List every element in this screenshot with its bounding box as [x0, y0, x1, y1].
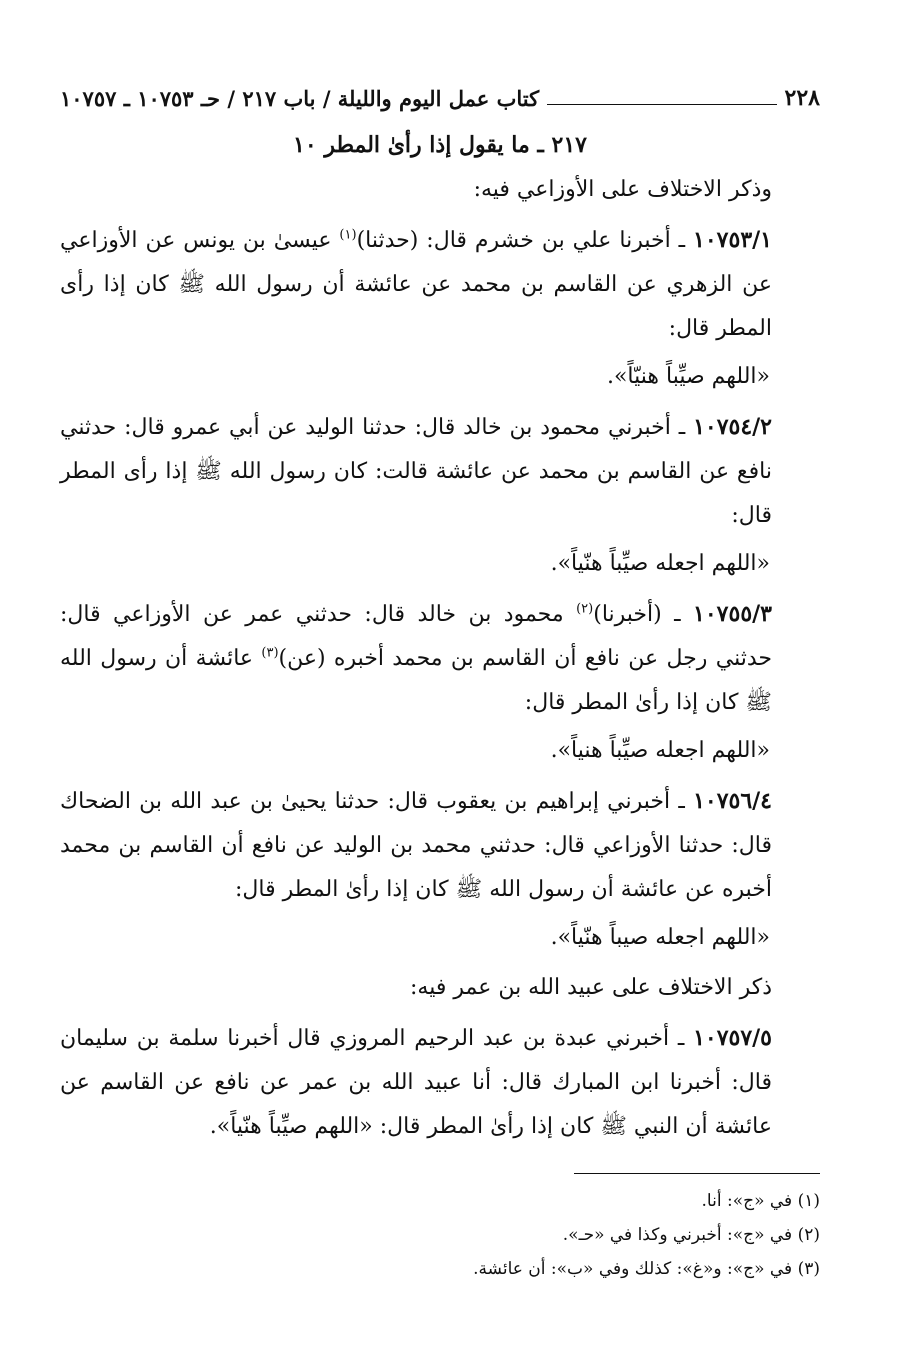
- hadith-number: ١٠٧٥٦/٤: [693, 788, 772, 814]
- hadith-text: ـ أخبرنا علي بن خشرم قال: (حدثنا): [356, 228, 694, 253]
- header-rule: [547, 104, 776, 105]
- supplication-text: «اللهم اجعله صيباً هنّياً».: [550, 925, 770, 950]
- hadith-5: [60, 1016, 820, 1149]
- footnote-ref: (٢): [576, 601, 594, 617]
- supplication-text: «اللهم اجعله صيِّباً هنياً».: [550, 738, 770, 763]
- hadith-4: [60, 779, 820, 912]
- running-title: كتاب عمل اليوم والليلة / باب ٢١٧ / حـ ١٠٧٥٣ ـ ١٠٧٥٧: [60, 85, 540, 111]
- hadith-text: ـ أخبرني محمود بن خالد قال: حدثنا الوليد عن أبي عمرو قال: حدثني نافع عن القاسم بن محمد عن عائشة قالت: كان رسول الله ﷺ إذا رأى المطر قال:: [60, 415, 772, 528]
- hadith-text: محمود بن خالد قال: حدثني عمر عن الأوزاعي قال: حدثني رجل عن نافع أن القاسم بن محمد أخبره (عن): [60, 602, 772, 671]
- footnote-1: (١) في «ج»: أنا.: [701, 1191, 820, 1211]
- footnote-ref: (١): [339, 227, 357, 243]
- book-page: [60, 78, 820, 1286]
- hadith-text: ـ (أخبرنا): [593, 602, 694, 627]
- chapter-title: ٢١٧ ـ ما يقول إذا رأىٰ المطر ١٠: [293, 132, 587, 158]
- intro-text-ubaydullah: ذكر الاختلاف على عبيد الله بن عمر فيه:: [409, 975, 772, 1000]
- hadith-1: [60, 218, 820, 351]
- hadith-3: [60, 592, 820, 725]
- page-number: ٢٢٨: [784, 85, 820, 111]
- supplication-text: «اللهم صيِّباً هنيّاً».: [606, 364, 770, 389]
- intro-text-awzai: وذكر الاختلاف على الأوزاعي فيه:: [473, 177, 772, 202]
- hadith-number: ١٠٧٥٣/١: [693, 227, 772, 253]
- hadith-text: ـ أخبرني إبراهيم بن يعقوب قال: حدثنا يحيىٰ بن عبد الله بن الضحاك قال: حدثنا الأوزاعي قال: حدثني محمد بن الوليد عن نافع أن القاسم بن محمد أخبره عن عائشة أن رسول الله ﷺ كان إذا رأىٰ المطر قال:: [60, 789, 772, 902]
- running-header: [60, 78, 820, 118]
- footnote-ref: (٣): [261, 645, 279, 661]
- hadith-number: ١٠٧٥٥/٣: [693, 601, 772, 627]
- hadith-text: عائشة أن رسول الله ﷺ كان إذا رأىٰ المطر قال:: [60, 646, 772, 715]
- footnote-2: (٢) في «ج»: أخبرني وكذا في «حـ».: [562, 1225, 820, 1245]
- hadith-number: ١٠٧٥٤/٢: [693, 414, 772, 440]
- supplication-text: «اللهم اجعله صيِّباً هنّياً».: [550, 551, 770, 576]
- hadith-text: عيسىٰ بن يونس عن الأوزاعي عن الزهري عن القاسم بن محمد عن عائشة أن رسول الله ﷺ كان إذا رأى المطر قال:: [60, 228, 772, 341]
- hadith-2: [60, 405, 820, 538]
- hadith-number: ١٠٧٥٧/٥: [693, 1025, 772, 1051]
- hadith-text: ـ أخبرني عبدة بن عبد الرحيم المروزي قال أخبرنا سلمة بن سليمان قال: أخبرنا ابن المبارك قال: أنا عبيد الله بن عمر عن نافع عن القاسم عن عائشة أن النبي ﷺ كان إذا رأىٰ المطر قال: «اللهم صيِّباً هنّياً».: [60, 1026, 772, 1139]
- footnotes-divider: [574, 1173, 820, 1174]
- footnote-3: (٣) في «ج»: و«غ»: كذلك وفي «ب»: أن عائشة.: [473, 1259, 820, 1279]
